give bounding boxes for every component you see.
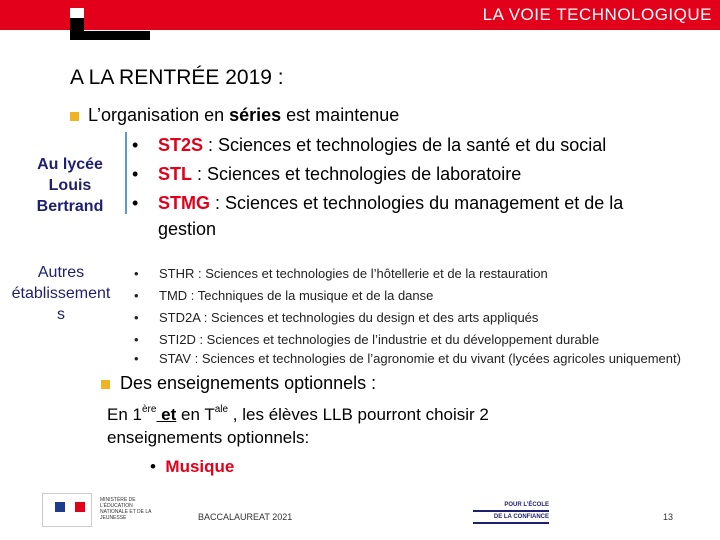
autres-series-item: • TMD : Techniques de la musique et de la danse — [134, 288, 434, 303]
divider-rule — [125, 132, 127, 214]
square-bullet-icon — [101, 380, 110, 389]
ministry-label: MINISTÈRE DE L’ÉDUCATION NATIONALE ET DE LA JEUNESSE — [100, 497, 152, 521]
lycee-series-item: • ST2S : Sciences et technologies de la santé et du social — [132, 135, 607, 155]
options-line-1: En 1ère et en $T^{ale}$ , les élèves LLB pourront choisir 2 — [107, 404, 489, 424]
page-title: A LA RENTRÉE 2019 : — [70, 66, 284, 89]
option-musique: • Musique — [150, 457, 235, 476]
autres-series-item: • STAV : Sciences et technologies de l’agronomie et du vivant (lycées agricoles uniquement) — [134, 351, 681, 366]
page-section-title: LA VOIE TECHNOLOGIQUE — [482, 5, 712, 24]
options-heading: Des enseignements optionnels : — [101, 373, 376, 394]
autres-label: Autres établissement s — [11, 264, 111, 323]
intro-line: L’organisation en séries est maintenue — [70, 105, 399, 126]
ecole-confiance-logo: POUR L’ÉCOLE DE LA CONFIANCE — [473, 501, 549, 525]
republique-logo — [42, 493, 92, 527]
page-number: 13 — [663, 512, 674, 522]
intro-bold: séries — [229, 105, 282, 125]
square-bullet-icon — [70, 112, 79, 121]
footer-title: BACCALAUREAT 2021 — [198, 512, 293, 522]
options-line-2: enseignements optionnels: — [107, 428, 310, 447]
autres-series-item: • STHR : Sciences et technologies de l’hôtellerie et de la restauration — [134, 266, 548, 281]
corner-bracket-decoration — [70, 10, 150, 40]
autres-series-item: • STD2A : Sciences et technologies du design et des arts appliqués — [134, 310, 539, 325]
lycee-series-item: • STMG : Sciences et technologies du management et de la gestion — [132, 193, 624, 239]
lycee-label: Au lycée Louis Bertrand — [36, 156, 104, 215]
autres-series-item: • STI2D : Sciences et technologies de l’industrie et du développement durable — [134, 332, 600, 347]
lycee-series-item: • STL : Sciences et technologies de laboratoire — [132, 164, 522, 184]
